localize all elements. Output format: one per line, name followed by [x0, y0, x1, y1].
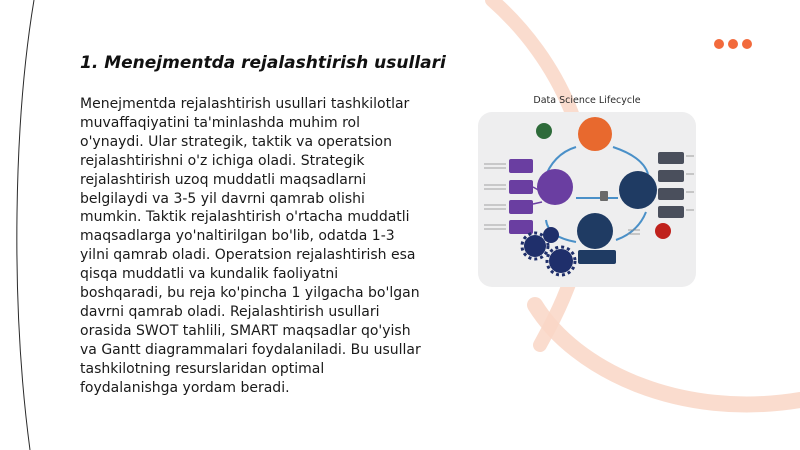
bottom-node [577, 213, 613, 249]
gear-icons [522, 227, 575, 275]
arrow-top-right [613, 147, 648, 174]
slide-body-text: Menejmentda rejalashtirish usullari tashkilotlar muvaffaqiyatini ta'minlashda muhim rol o'ynaydi. Ular strategik, taktik va operatsion rejalashtirishni o'z ichiga oladi. Strategik rejalashtirish uzoq muddatli maqsadlarni belgilaydi va 3-5 yil davrni qamrab olishi mumkin. Taktik rejalashtirish o'rtacha muddatli maqsadlarga yo'naltirilgan bo'lib, odatda 1-3 yilni qamrab oladi. Operatsion rejalashtirish esa qisqa muddatli va kundalik faoliyatni boshqaradi, bu reja ko'pincha 1 yilgacha bo'lgan davrni qamrab oladi. Rejalashtirish usullari orasida SWOT tahlili, SMART maqsadlar qo'yish va Gantt diagrammalari foydalaniladi. Bu usullar tashkilotning resurslaridan optimal foydalanishga yordam beradi. [80, 96, 421, 396]
left-box [509, 180, 533, 194]
small-green-node [536, 123, 552, 139]
arrow-right-bottom [616, 212, 646, 240]
lifecycle-figure [478, 95, 696, 287]
right-box [658, 206, 684, 218]
left-node [537, 169, 573, 205]
accent-dots [714, 39, 752, 49]
right-node [619, 171, 657, 209]
small-red-node [655, 223, 671, 239]
left-box [509, 220, 533, 234]
left-box [509, 200, 533, 214]
figure-caption: Data Science Lifecycle [533, 95, 641, 106]
left-edge-curve [17, 0, 34, 450]
right-box [658, 170, 684, 182]
slide-title: 1. Menejmentda rejalashtirish usullari [80, 53, 446, 73]
accent-dot [728, 39, 738, 49]
right-box [658, 152, 684, 164]
center-icon [600, 191, 608, 201]
connector [533, 202, 542, 204]
top-node [578, 117, 612, 151]
bottom-label-box [578, 250, 616, 264]
accent-dot [714, 39, 724, 49]
left-box [509, 159, 533, 173]
lifecycle-diagram-graphic [478, 112, 696, 287]
accent-dot [742, 39, 752, 49]
right-box [658, 188, 684, 200]
lifecycle-diagram [478, 112, 696, 287]
bottom-right-arc [535, 305, 800, 404]
